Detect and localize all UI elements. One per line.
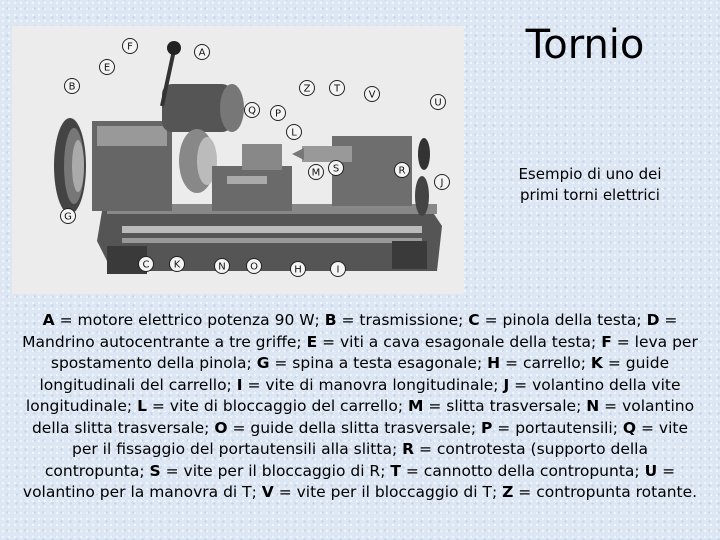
legend-description: = viti a cava esagonale della testa; [317,332,597,351]
legend-key: G [256,354,270,372]
photo-label-C: C [142,259,150,271]
legend-item [408,397,581,415]
photo-label-N: N [218,261,226,273]
legend-key: P [481,418,493,437]
photo-label-F: F [127,41,133,53]
legend-description: = volantino della slitta trasversale; [31,397,695,437]
photo-label-K: K [173,259,181,271]
legend-description: = vite di bloccaggio del carrello; [146,397,404,415]
photo-label-A: A [198,47,206,59]
legend-description: = guide della slitta trasversale; [227,418,477,437]
legend-key: M [408,397,424,415]
legend-text [22,310,698,504]
lathe-illustration [12,26,464,294]
photo-label-P: P [274,108,282,120]
legend-key: T [390,461,401,480]
legend-key: K [590,354,603,372]
legend-description: = carrello; [500,354,586,372]
photo-label-G: G [64,211,72,223]
photo-label-L: L [291,127,297,139]
legend-key: R [402,440,415,458]
legend-key: V [261,483,274,501]
photo-label-J: J [440,177,444,189]
legend-item [237,376,499,394]
photo-label-B: B [68,81,76,93]
photo-label-S: S [332,163,340,175]
photo-label-Z: Z [303,83,311,95]
lathe-photo [12,26,464,294]
legend-key: I [236,375,243,394]
legend-description: = Mandrino autocentrante a tre griffe; [22,311,678,351]
legend-description: = slitta trasversale; [423,397,582,415]
legend-description: = portautensili; [492,418,618,437]
legend-description: = contropunta rotante. [513,483,698,501]
legend-item [43,311,320,329]
legend-key: B [324,311,337,329]
legend-key: U [644,461,658,480]
legend-item [307,333,597,351]
legend-item [257,354,482,372]
legend-item [137,397,403,415]
legend-item [390,462,639,480]
photo-label-H: H [294,264,302,276]
photo-label-I: I [336,264,340,276]
legend-description: = trasmissione; [336,311,464,329]
subtitle-line: Esempio di uno dei [518,165,662,183]
legend-description: = spina a testa esagonale; [269,354,483,372]
page-subtitle [488,164,692,206]
legend-item [325,311,464,329]
legend-item [262,483,497,501]
legend-key: O [214,418,228,437]
legend-description: = vite per il bloccaggio di R; [160,461,386,480]
photo-label-M: M [311,167,321,179]
legend-description: = motore elettrico potenza 90 W; [54,311,320,329]
legend-key: Z [502,483,514,501]
photo-label-O: O [250,261,258,273]
legend-description: = pinola della testa; [479,311,642,329]
legend-key: A [42,311,55,329]
legend-key: H [487,354,501,372]
photo-label-U: U [434,97,442,109]
legend-description: = volantino della vite longitudinale; [25,375,681,415]
photo-label-E: E [103,62,111,74]
photo-label-R: R [398,165,406,177]
subtitle-line: primi torni elettrici [520,186,660,204]
page-title: Tornio [525,22,645,68]
legend-key: C [468,311,480,329]
legend-key: N [586,397,600,415]
legend-description: = vite per il fissaggio del portautensili alla slitta; [72,418,689,458]
photo-label-Q: Q [248,105,256,117]
legend-description: = controtesta (supporto della contropunta; [44,440,648,480]
legend-key: J [503,375,510,394]
legend-item [502,483,697,501]
legend-key: F [601,332,612,351]
legend-key: L [137,397,147,415]
legend-description: = vite di manovra longitudinale; [242,375,499,394]
legend-key: S [149,461,161,480]
legend-description: = vite per il bloccaggio di T; [273,483,498,501]
legend-item [481,419,618,437]
legend-item [150,462,386,480]
legend-item [214,419,476,437]
legend-description: = cannotto della contropunta; [400,461,640,480]
legend-description: = guide longitudinali del carrello; [39,354,670,394]
photo-label-V: V [368,89,376,101]
legend-description: = volantino per la manovra di T; [22,461,676,501]
legend-item [468,311,641,329]
legend-key: E [306,332,318,351]
legend-item [487,354,586,372]
legend-key: Q [622,418,637,437]
legend-key: D [646,311,660,329]
legend-description: = leva per spostamento della pinola; [50,332,698,372]
photo-label-T: T [333,83,341,95]
